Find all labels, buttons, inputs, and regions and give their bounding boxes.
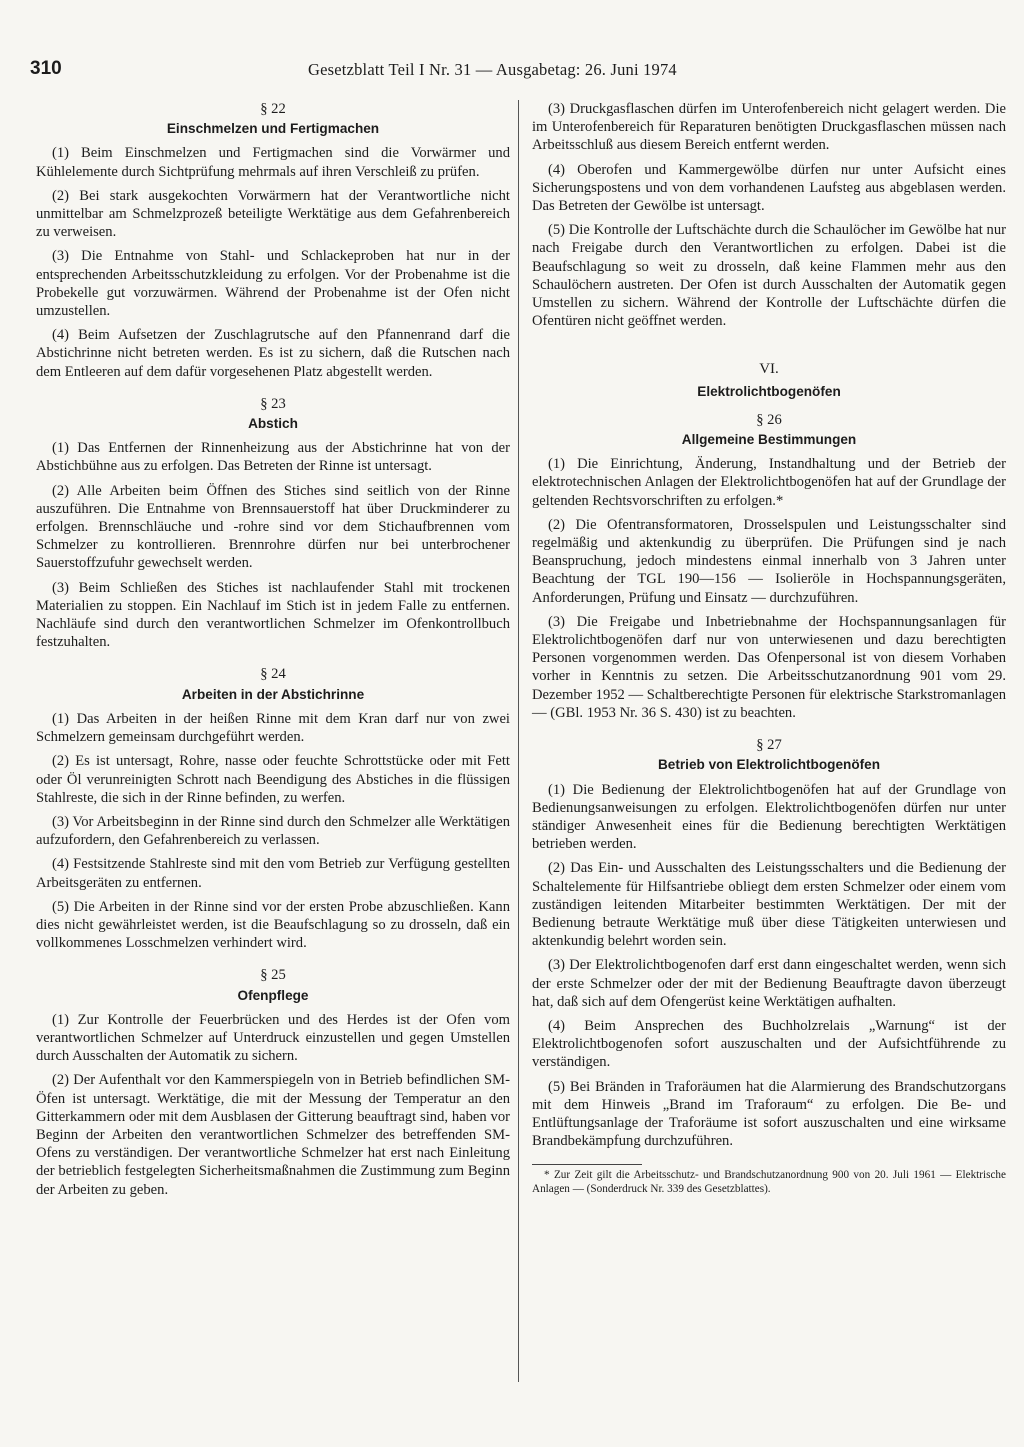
part-title: Elektrolichtbogenöfen (697, 383, 841, 399)
section-27 (532, 736, 1006, 1150)
right-column (532, 100, 1006, 1196)
section-number: § 22 (260, 101, 286, 117)
left-column (36, 100, 510, 1213)
paragraph: (4) Oberofen und Kammergewölbe dürfen nur unter Aufsicht eines Sicherungspostens und von dem vorhandenen Laufsteg aus abgeblasen werden. Das Betreten der Gewölbe ist untersagt. (532, 161, 1006, 215)
section-heading: Einschmelzen und Fertigmachen (166, 121, 380, 137)
paragraph: (3) Die Freigabe und Inbetriebnahme der Hochspannungsanlagen für Elektrolichtbogenöfen darf nur von unterwiesenen und dazu berechtigten Personen vorgenommen werden. Das Ofenpersonal ist von diesem Vorhaben vorher in Kenntnis zu setzen. Die Arbeitsschutzanordnung 901 vom 29. Dezember 1952 — Schaltberechtigte Personen für elektrische Starkstromanlagen — (GBl. 1953 Nr. 36 S. 430) ist zu beachten. (532, 613, 1006, 721)
page-number: 310 (30, 58, 62, 79)
paragraph: (1) Das Entfernen der Rinnenheizung aus der Abstichrinne hat von der Abstichbühne aus zu erfolgen. Das Betreten der Rinne ist untersagt. (36, 440, 510, 475)
section-heading: Ofenpflege (237, 987, 309, 1003)
section-heading: Betrieb von Elektrolichtbogenöfen (657, 757, 881, 773)
section-24 (36, 665, 510, 952)
paragraph: (4) Beim Aufsetzen der Zuschlagrutsche auf den Pfannenrand darf die Abstichrinne nicht betreten werden. Es ist zu sichern, daß die Rutschen nach dem Entleeren auf dem dafür vorgesehenen Platz abgestellt werden. (36, 327, 510, 380)
paragraph: (1) Die Einrichtung, Änderung, Instandhaltung und der Betrieb der elektrotechnischen Anlagen der Elektrolichtbogenöfen hat auf der Grundlage der geltenden Rechtsvorschriften zu erfolgen.* (532, 456, 1006, 509)
paragraph: (5) Die Kontrolle der Luftschächte durch die Schaulöcher im Gewölbe hat nur nach Freigabe durch den Verantwortlichen zu erfolgen. Dabei ist die Beaufschlagung so weit zu drosseln, daß keine Flammen mehr aus den Schaulöchern austreten. Der Ofen ist durch Ausschalten der Automatik gegen Umstellen zu sichern. Während der Kontrolle der Luftschächte dürfen die Ofentüren nicht geöffnet werden. (532, 222, 1006, 330)
part-number: VI. (759, 361, 779, 378)
paragraph: (1) Die Bedienung der Elektrolichtbogenöfen hat auf der Grundlage von Bedienungsanweisungen zu erfolgen. Elektrolichtbogenöfen dürfen nur unter ständiger Anwesenheit eines für die Bedienung berechtigten Werktätigen betrieben werden. (532, 781, 1006, 853)
section-number: § 23 (260, 395, 286, 412)
paragraph: (1) Beim Einschmelzen und Fertigmachen sind die Vorwärmer und Kühlelemente durch Sichtprüfung mehrmals auf ihren Verschleiß zu prüfen. (36, 145, 510, 180)
paragraph: (2) Alle Arbeiten beim Öffnen des Stiches sind seitlich von der Rinne auszuführen. Die Entnahme von Brennsauerstoff hat über Druckminderer zu erfolgen. Brennschläuche und -rohre sind vor dem Stichaufbrennen vom Schmelzer zu kontrollieren. Brennrohre dürfen nur bei unterbrochener Sauerstoffzufuhr gewechselt werden. (36, 482, 510, 572)
section-number: § 27 (756, 737, 782, 754)
text-columns (30, 100, 1006, 1427)
paragraph: (1) Zur Kontrolle der Feuerbrücken und des Herdes ist der Ofen vom verantwortlichen Schmelzer auf Unterdruck einzustellen und gegen Umstellen durch Ausschalten der Automatik zu sichern. (36, 1011, 510, 1065)
paragraph: (1) Das Arbeiten in der heißen Rinne mit dem Kran darf nur von zwei Schmelzern gemeinsam durchgeführt werden. (36, 710, 510, 746)
section-25 (36, 966, 510, 1198)
section-heading: Abstich (248, 416, 298, 432)
section-26 (532, 411, 1006, 722)
paragraph: (3) Vor Arbeitsbeginn in der Rinne sind durch den Schmelzer alle Werktätigen aufzufordern, den Gefahrenbereich zu verlassen. (36, 813, 510, 849)
paragraph: (3) Der Elektrolichtbogenofen darf erst dann eingeschaltet werden, wenn sich der erste Schmelzer oder der mit der Bedienung Beauftragte davon überzeugt hat, daß sich auf dem Ofengerüst keine Werktätigen aufhalten. (532, 957, 1006, 1010)
section-heading: Arbeiten in der Abstichrinne (181, 686, 365, 702)
section-25-continued (532, 100, 1006, 330)
paragraph: (5) Die Arbeiten in der Rinne sind vor der ersten Probe abzuschließen. Kann dies nicht gewährleistet werden, ist die Beaufschlagung so zu drosseln, daß ein vollkommenes Losschmelzen verhindert wird. (36, 898, 510, 952)
section-22 (36, 100, 510, 381)
paragraph: (5) Bei Bränden in Traforäumen hat die Alarmierung des Brandschutzorgans mit dem Hinweis „Brand im Traforaum“ zu erfolgen. Die Be- und Entlüftungsanlage der Traforäume ist sofort auszuschalten und eine wirksame Brandbekämpfung durchzuführen. (532, 1078, 1006, 1150)
paragraph: (3) Die Entnahme von Stahl- und Schlackeproben hat nur in der entsprechenden Arbeitsschutzkleidung zu erfolgen. Vor der Probenahme ist die Probekelle gut vorzuwärmen. Während der Probenahme ist der Ofen nicht umzustellen. (36, 248, 510, 320)
paragraph: (4) Festsitzende Stahlreste sind mit den vom Betrieb zur Verfügung gestellten Arbeitsgeräten zu entfernen. (36, 856, 510, 891)
column-divider (518, 100, 519, 1382)
section-heading: Allgemeine Bestimmungen (681, 432, 857, 448)
section-number: § 25 (260, 967, 286, 984)
paragraph: (2) Die Ofentransformatoren, Drosselspulen und Leistungsschalter sind regelmäßig und aktenkundig zu überprüfen. Die Prüfungen sind je nach Beanspruchung, jedoch mindestens einmal innerhalb von 3 Jahren unter Beachtung der TGL 190—156 — Isolieröle in Hochspannungsgeräten, Anforderungen, Prüfung und Einsatz — durchzuführen. (532, 516, 1006, 606)
paragraph: (2) Es ist untersagt, Rohre, nasse oder feuchte Schrottstücke oder mit Fett oder Öl verunreinigten Schrott nach Beendigung des Abstiches in die flüssigen Stahlreste, die sich in der Rinne befinden, zu werfen. (36, 753, 510, 806)
paragraph: (2) Der Aufenthalt vor den Kammerspiegeln von in Betrieb befindlichen SM-Öfen ist untersagt. Werktätige, die mit der Messung der Temperatur an den Gitterkammern oder mit dem Ausblasen der Gitterung beauftragt sind, haben vor Beginn der Arbeiten den verantwortlichen Schmelzer des betreffenden SM-Ofens zu verständigen. Der verantwortliche Schmelzer hat erst nach Einleitung der betrieblich festgelegten Sicherheitsmaßnahmen die Zustimmung zum Beginn der Arbeiten zu geben. (36, 1072, 510, 1198)
paragraph: (2) Bei stark ausgekochten Vorwärmern hat der Verantwortliche nicht unmittelbar am Schmelzprozeß beteiligte Werktätige aus dem Gefahrenbereich zu verweisen. (36, 187, 510, 241)
section-number: § 24 (260, 666, 286, 683)
footnote: * Zur Zeit gilt die Arbeitsschutz- und Brandschutzanordnung 900 von 20. Juli 1961 — Elektrische Anlagen — (Sonderdruck Nr. 339 des Gesetzblattes). (532, 1169, 1006, 1195)
section-23 (36, 395, 510, 652)
gazette-title: Gesetzblatt Teil I Nr. 31 — Ausgabetag: 26. Juni 1974 (308, 60, 677, 79)
paragraph: (3) Beim Schließen des Stiches ist nachlaufender Stahl mit trockenen Materialien zu stoppen. Ein Nachlauf im Stich ist in jedem Falle zu entfernen. Nachläufe sind durch den verantwortlichen Schmelzer im Ofenkontrollbuch festzuhalten. (36, 579, 510, 651)
page-header (30, 58, 994, 84)
footnote-divider (532, 1164, 642, 1165)
section-number: § 26 (756, 411, 782, 428)
paragraph: (2) Das Ein- und Ausschalten des Leistungsschalters und die Bedienung der Schaltelemente für Hilfsantriebe obliegt dem ersten Schmelzer oder einem vom zuständigen leitenden Mitarbeiter bestimmten Werktätigen. Der mit der Bedienung betraute Werktätige muß über diese Tätigkeiten unterwiesen und aktenkundig belehrt worden sein. (532, 860, 1006, 950)
paragraph: (4) Beim Ansprechen des Buchholzrelais „Warnung“ ist der Elektrolichtbogenofen sofort auszuschalten und der Aufsichtführende zu verständigen. (532, 1017, 1006, 1071)
paragraph: (3) Druckgasflaschen dürfen im Unterofenbereich nicht gelagert werden. Die im Unterofenbereich für Reparaturen benötigten Druckgasflaschen müssen nach Arbeitsschluß aus diesem Bereich entfernt werden. (532, 101, 1006, 154)
